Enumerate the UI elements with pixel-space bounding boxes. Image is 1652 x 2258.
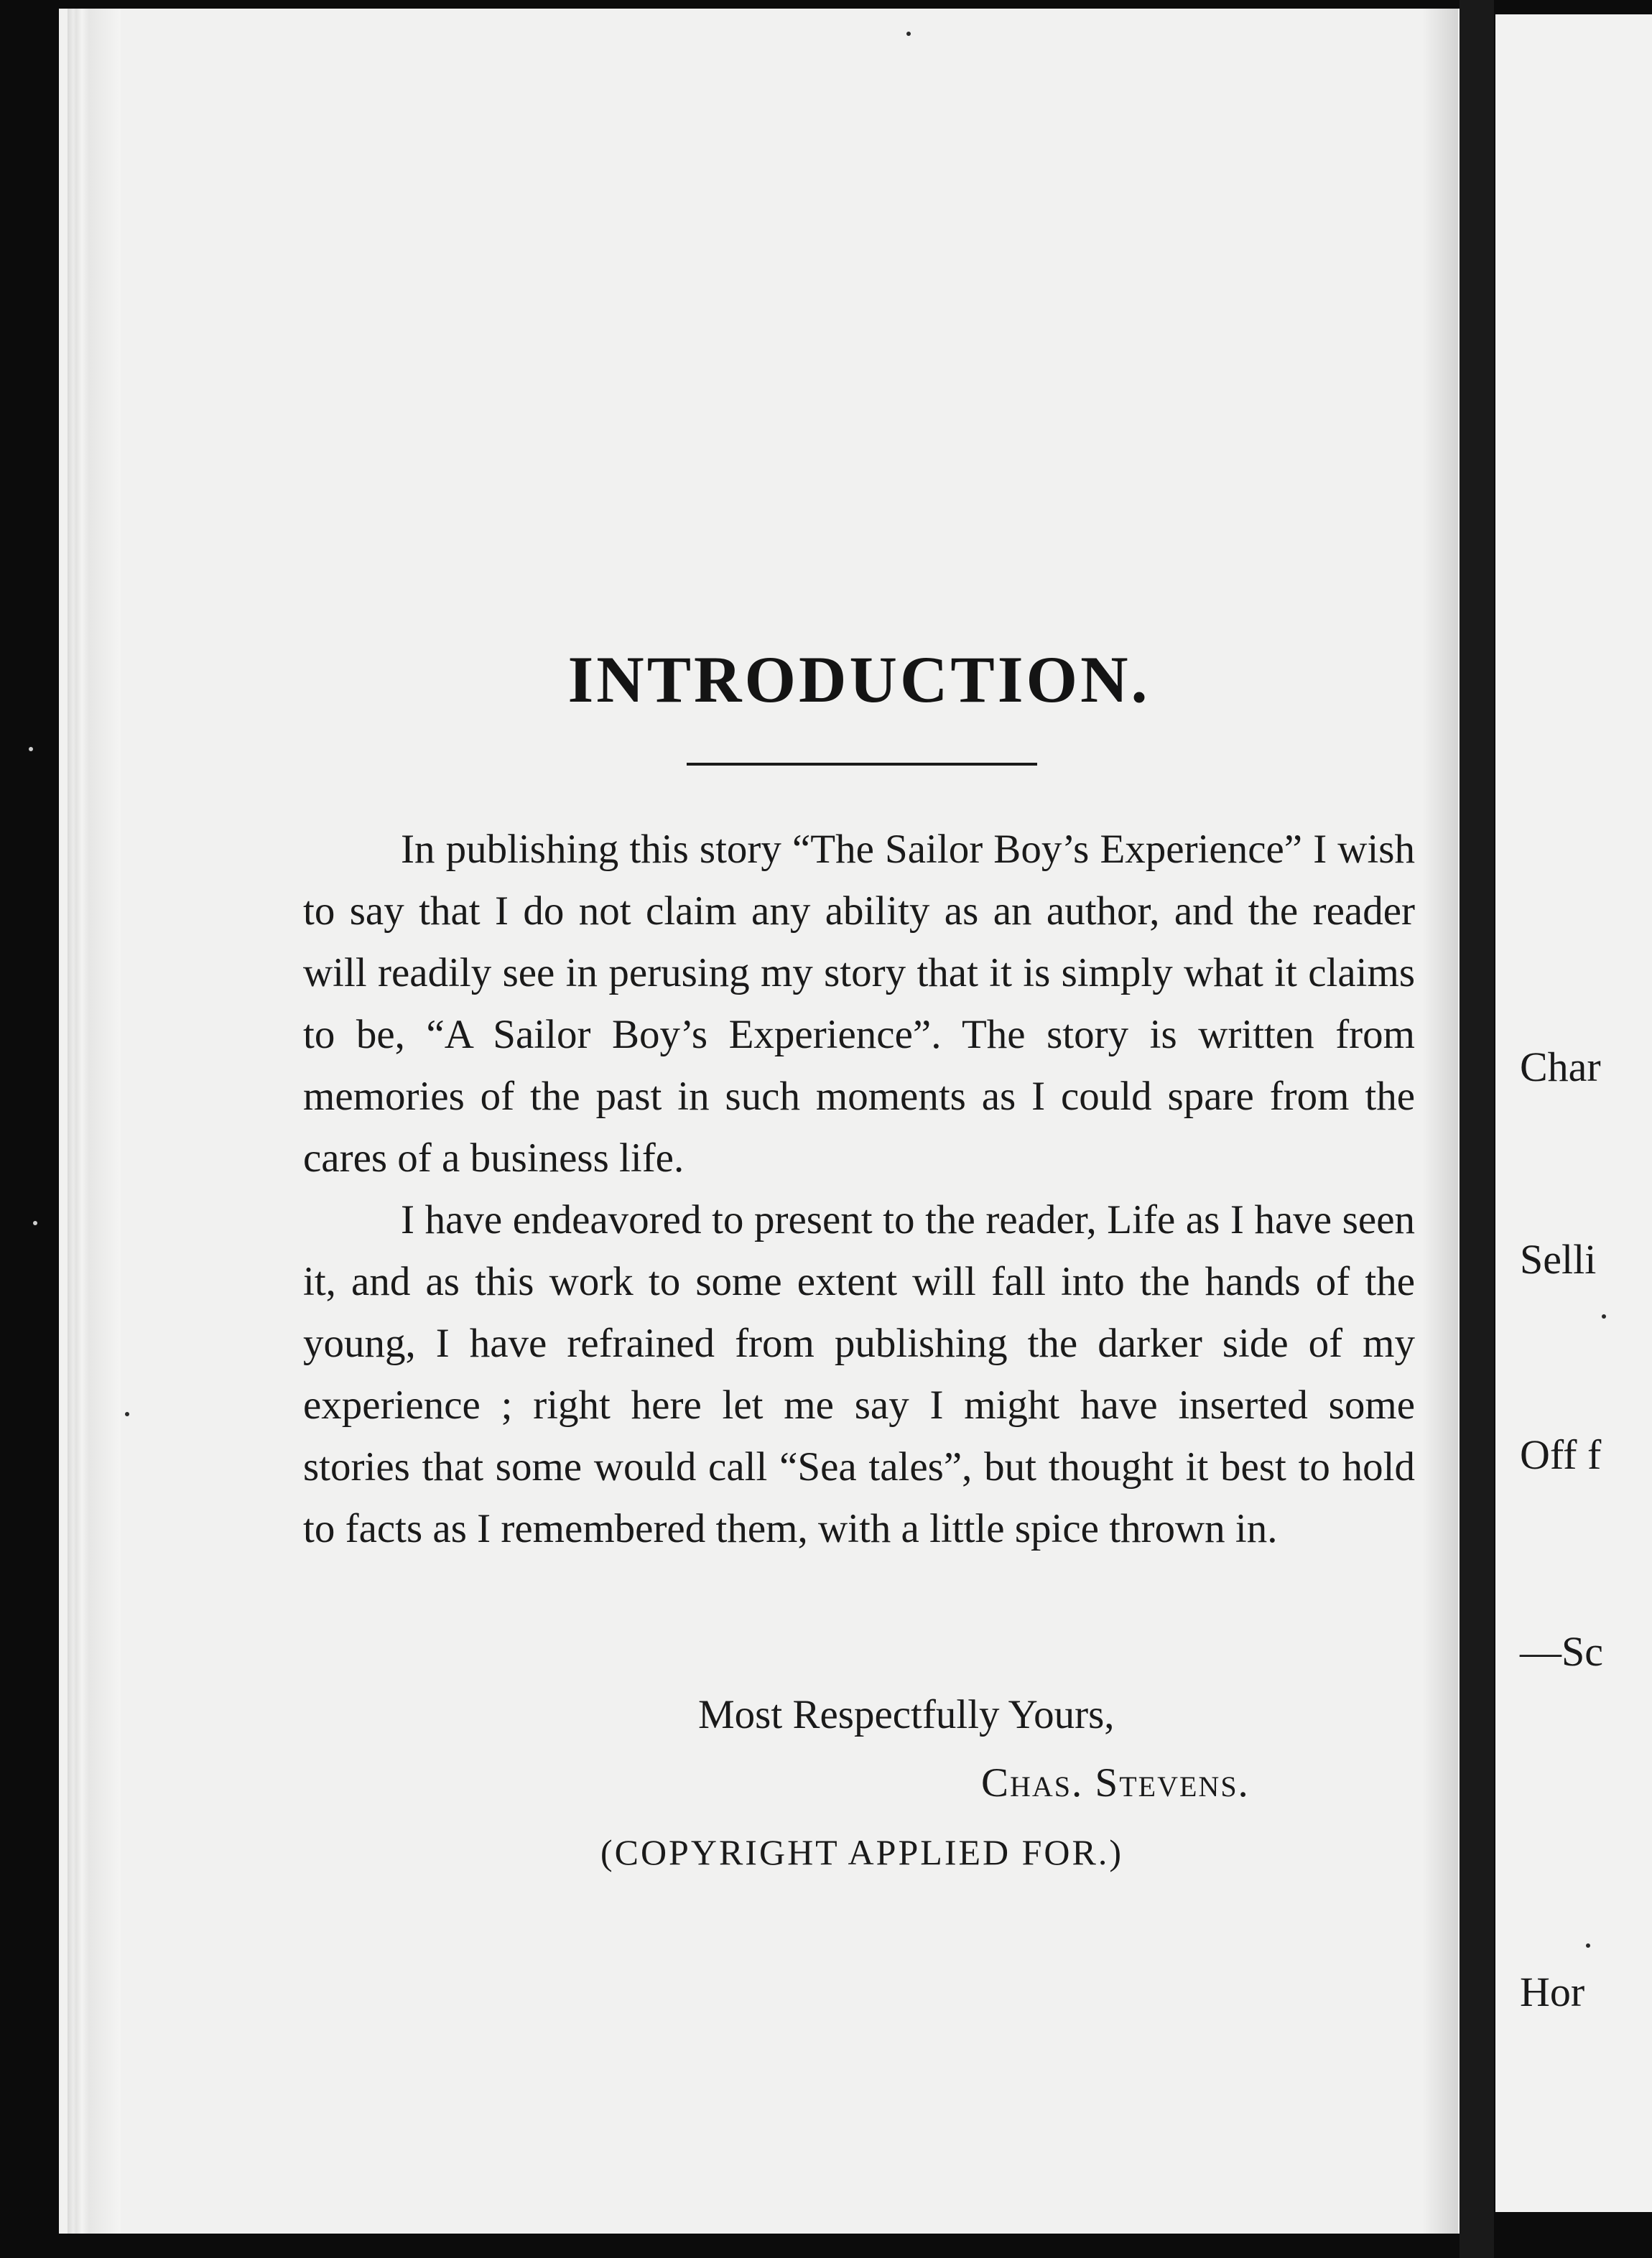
next-page-fragment-5: Hor <box>1520 1969 1585 2015</box>
paper-speck <box>1586 1943 1590 1948</box>
paper-speck <box>29 747 33 751</box>
book-gutter <box>1460 0 1494 2258</box>
paper-speck <box>125 1412 129 1416</box>
page-title: INTRODUCTION. <box>567 643 1151 716</box>
title-rule <box>687 763 1037 766</box>
paragraph-1: In publishing this story “The Sailor Boy’s Experience” I wish to say that I do not claim any ability as an author, and the reader will readily see in perusing my story that it is simply what it claims to be, “A Sailor Boy’s Experience”. The story is written from memories of the past in such moments as I could spare from the cares of a business life. <box>303 827 1415 1181</box>
left-page-edge <box>68 9 121 2234</box>
right-page <box>1495 14 1652 2212</box>
introduction-body <box>303 819 1415 1560</box>
copyright-notice: (COPYRIGHT APPLIED FOR.) <box>600 1832 1124 1872</box>
paper-speck <box>1602 1314 1606 1319</box>
next-page-fragment-3: Off f <box>1520 1431 1602 1478</box>
paper-speck <box>906 32 911 36</box>
closing-line: Most Respectfully Yours, <box>698 1692 1115 1737</box>
paragraph-2: I have endeavored to present to the reader, Life as I have seen it, and as this work to some extent will fall into the hands of the young, I have refrained from publishing the darker side of my experience ; right here let me say I might have inserted some stories that some would call “Sea tales”, but thought it best to hold to facts as I remembered them, with a little spice thrown in. <box>303 1197 1415 1551</box>
paper-speck <box>33 1221 37 1225</box>
left-page-shade <box>1422 9 1458 2234</box>
next-page-fragment-4: —Sc <box>1520 1628 1603 1675</box>
author-signature: Chas. Stevens. <box>981 1760 1250 1806</box>
next-page-fragment-2: Selli <box>1520 1236 1597 1283</box>
next-page-fragment-1: Char <box>1520 1044 1601 1090</box>
